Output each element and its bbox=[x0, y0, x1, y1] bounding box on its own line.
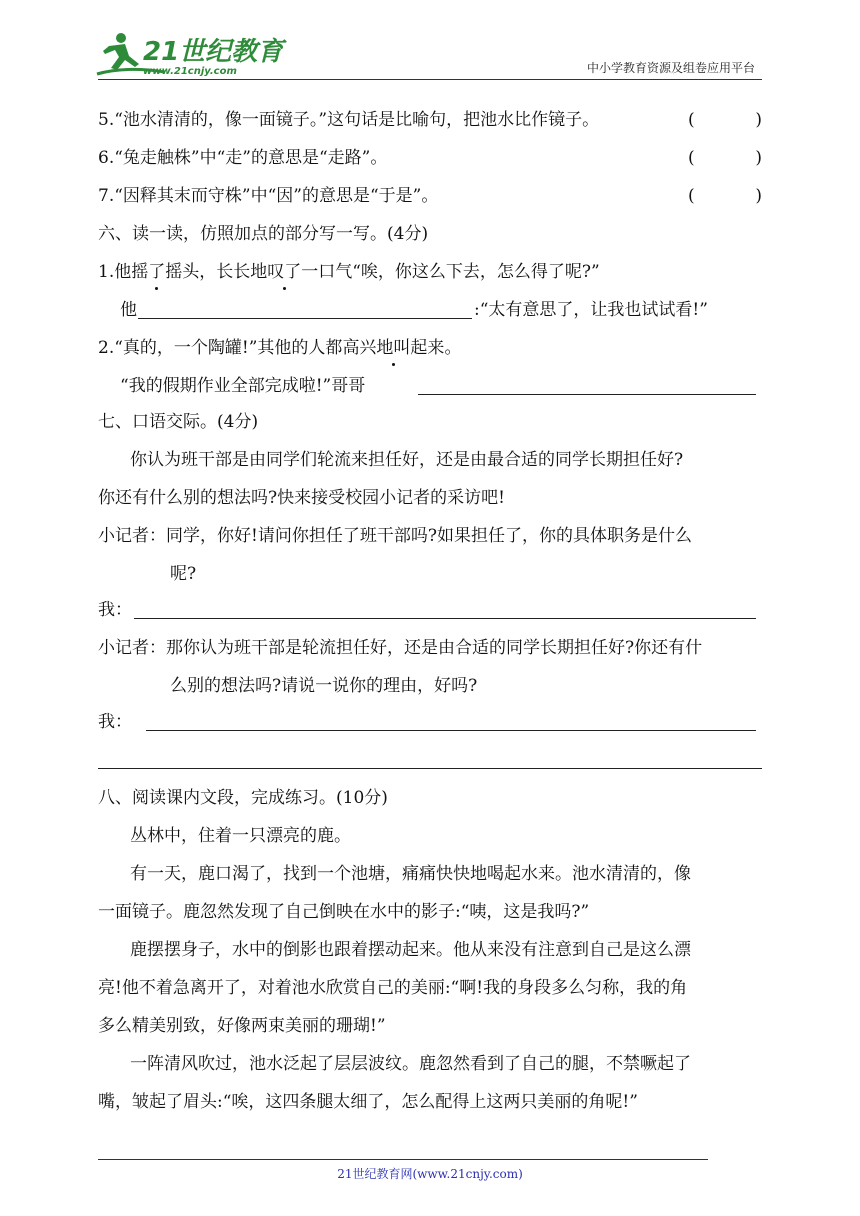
section-7-intro-2: 你还有什么别的想法吗?快来接受校园小记者的采访吧! bbox=[98, 488, 505, 508]
site-logo bbox=[95, 30, 284, 80]
footer-divider bbox=[98, 1159, 708, 1160]
section-6-q1-prefix: 他 bbox=[120, 300, 137, 320]
logo-url: www.21cnjy.com bbox=[143, 66, 237, 77]
passage-paragraph-1: 丛林中，住着一只漂亮的鹿。 bbox=[130, 826, 351, 846]
section-6-title: 六、读一读，仿照加点的部分写一写。(4分) bbox=[98, 224, 429, 244]
answer-line-7-2[interactable] bbox=[146, 730, 756, 731]
passage-paragraph-2: 有一天，鹿口渴了，找到一个池塘，痛痛快快地喝起水来。池水清清的，像 bbox=[130, 864, 691, 884]
interview-question-1-cont: 呢? bbox=[170, 564, 197, 584]
footer-link[interactable]: 21世纪教育网(www.21cnjy.com) bbox=[337, 1167, 523, 1181]
passage-paragraph-2-cont: 一面镜子。鹿忽然发现了自己倒映在水中的影子:“咦，这是我吗?” bbox=[98, 902, 590, 922]
section-7-intro-1: 你认为班干部是由同学们轮流来担任好，还是由最合适的同学长期担任好? bbox=[130, 450, 684, 470]
answer-paren-7[interactable]: ( ) bbox=[688, 186, 762, 206]
judge-item-7: 7.“因释其末而守株”中“因”的意思是“于是”。 bbox=[98, 186, 439, 206]
interview-question-2-cont: 么别的想法吗?请说一说你的理由，好吗? bbox=[170, 676, 478, 696]
section-6-q2: 2.“真的，一个陶罐!”其他的人都高兴地叫起来。 bbox=[98, 338, 462, 358]
interview-question-2: 小记者：那你认为班干部是轮流担任好，还是由合适的同学长期担任好?你还有什 bbox=[98, 638, 703, 658]
section-8-title: 八、阅读课内文段，完成练习。(10分) bbox=[98, 788, 388, 808]
passage-paragraph-3-cont: 多么精美别致，好像两束美丽的珊瑚!” bbox=[98, 1016, 386, 1036]
answer-line-7-3[interactable] bbox=[98, 768, 762, 769]
answer-label-1: 我： bbox=[98, 600, 132, 620]
interview-question-1: 小记者：同学，你好!请问你担任了班干部吗?如果担任了，你的具体职务是什么 bbox=[98, 526, 692, 546]
platform-name: 中小学教育资源及组卷应用平台 bbox=[586, 61, 755, 75]
dotted-phrase: 长长地叹了一口气 bbox=[216, 262, 353, 282]
dotted-phrase: 他摇了摇头 bbox=[114, 262, 200, 282]
passage-paragraph-4: 一阵清风吹过，池水泛起了层层波纹。鹿忽然看到了自己的腿，不禁噘起了 bbox=[130, 1054, 691, 1074]
section-6-q1: 1.他摇了摇头，长长地叹了一口气“唉，你这么下去，怎么得了呢?” bbox=[98, 262, 600, 282]
judge-item-5: 5.“池水清清的，像一面镜子。”这句话是比喻句，把池水比作镜子。 bbox=[98, 110, 600, 130]
passage-paragraph-4-cont: 嘴，皱起了眉头:“唉，这四条腿太细了，怎么配得上这两只美丽的角呢!” bbox=[98, 1092, 638, 1112]
passage-paragraph-3: 鹿摆摆身子，水中的倒影也跟着摆动起来。他从来没有注意到自己是这么漂 bbox=[130, 940, 691, 960]
answer-line-6-1[interactable] bbox=[138, 318, 472, 319]
section-6-q1-suffix: :“太有意思了，让我也试试看!” bbox=[474, 300, 708, 320]
header-divider bbox=[98, 79, 762, 80]
dotted-phrase: 高兴地叫起来 bbox=[342, 338, 445, 358]
answer-paren-6[interactable]: ( ) bbox=[688, 148, 762, 168]
answer-line-6-2[interactable] bbox=[418, 394, 756, 395]
logo-text: 21世纪教育 bbox=[143, 37, 284, 67]
judge-item-6: 6.“兔走触株”中“走”的意思是“走路”。 bbox=[98, 148, 388, 168]
section-7-title: 七、口语交际。(4分) bbox=[98, 412, 259, 432]
answer-label-2: 我： bbox=[98, 712, 132, 732]
section-6-q2-prompt: “我的假期作业全部完成啦!”哥哥 bbox=[120, 376, 366, 396]
answer-paren-5[interactable]: ( ) bbox=[688, 110, 762, 130]
passage-paragraph-3-cont: 亮!他不着急离开了，对着池水欣赏自己的美丽:“啊!我的身段多么匀称，我的角 bbox=[98, 978, 688, 998]
answer-line-7-1[interactable] bbox=[134, 618, 756, 619]
